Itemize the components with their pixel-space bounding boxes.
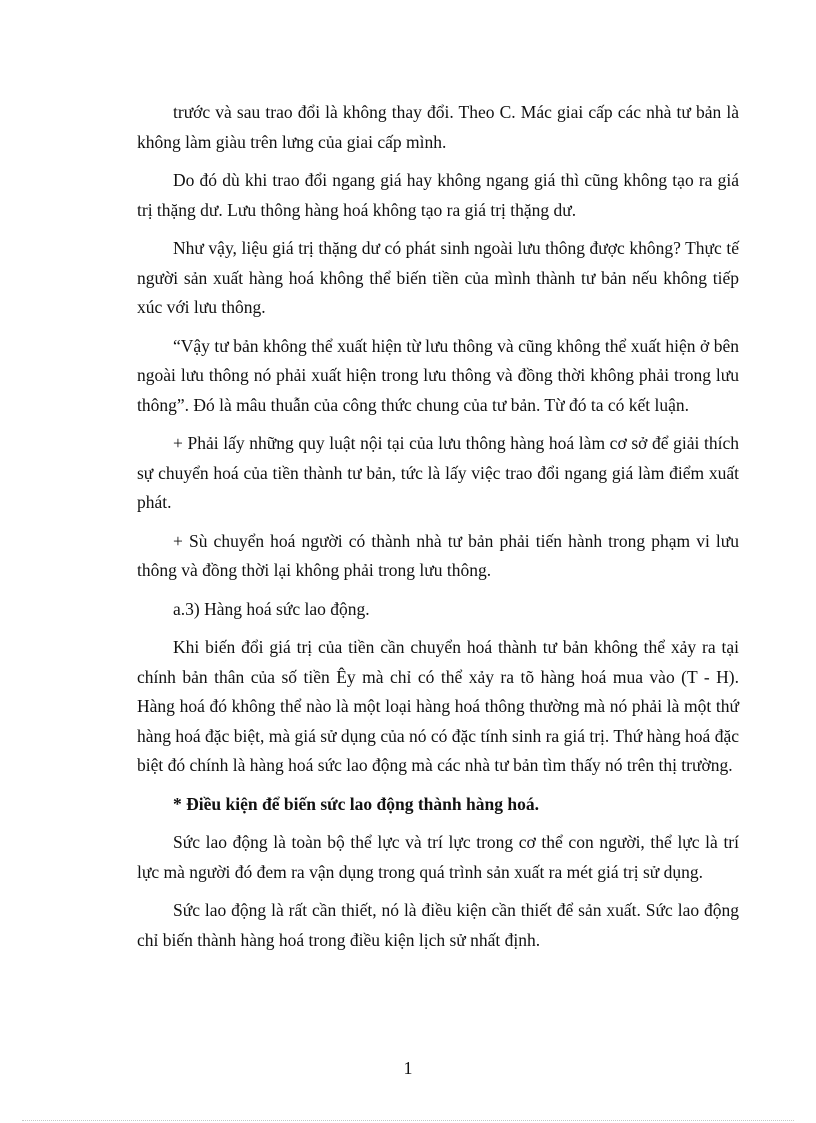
bold-heading-conditions: * Điều kiện để biến sức lao động thành hàng hoá. [173, 793, 539, 814]
paragraph-5: + Phải lấy những quy luật nội tại của lưu thông hàng hoá làm cơ sở để giải thích sự chuyển hoá của tiền thành tư bản, tức là lấy việc trao đổi ngang giá làm điểm xuất phát. [137, 433, 739, 512]
page-bottom-edge [22, 1120, 794, 1121]
page-body [137, 98, 739, 964]
section-heading-a3: a.3) Hàng hoá sức lao động. [173, 598, 370, 619]
paragraph-1: trước và sau trao đổi là không thay đổi. Theo C. Mác giai cấp các nhà tư bản là không làm giàu trên lưng của giai cấp mình. [137, 102, 739, 152]
paragraph-4: “Vậy tư bản không thể xuất hiện từ lưu thông và cũng không thể xuất hiện ở bên ngoài lưu thông nó phải xuất hiện trong lưu thông và đồng thời không phải trong lưu thông”. Đó là mâu thuẫn của công thức chung của tư bản. Từ đó ta có kết luận. [137, 335, 739, 415]
paragraph-3: Như vậy, liệu giá trị thặng dư có phát sinh ngoài lưu thông được không? Thực tế người sản xuất hàng hoá không thể biến tiền của mình thành tư bản nếu không tiếp xúc với lưu thông. [137, 238, 739, 317]
page-number: 1 [403, 1058, 413, 1078]
paragraph-9: Sức lao động là rất cần thiết, nó là điều kiện cần thiết để sản xuất. Sức lao động chỉ biến thành hàng hoá trong điều kiện lịch sử nhất định. [137, 900, 739, 950]
paragraph-2: Do đó dù khi trao đổi ngang giá hay không ngang giá thì cũng không tạo ra giá trị thặng dư. Lưu thông hàng hoá không tạo ra giá trị thặng dư. [137, 170, 739, 220]
paragraph-6: + Sù chuyển hoá người có thành nhà tư bản phải tiến hành trong phạm vi lưu thông và đồng thời lại không phải trong lưu thông. [137, 530, 739, 580]
paragraph-7: Khi biến đổi giá trị của tiền cần chuyển hoá thành tư bản không thể xảy ra tại chính bản thân của số tiền Êy mà chỉ có thể xảy ra tõ hàng hoá mua vào (T - H). Hàng hoá đó không thể nào là một loại hàng hoá thông thường mà nó phải là một thứ hàng hoá đặc biệt, mà giá sử dụng của nó có đặc tính sinh ra giá trị. Thứ hàng hoá đặc biệt đó chính là hàng hoá sức lao động mà các nhà tư bản tìm thấy nó trên thị trường. [137, 637, 739, 775]
paragraph-8: Sức lao động là toàn bộ thể lực và trí lực trong cơ thể con người, thể lực là trí lực mà người đó đem ra vận dụng trong quá trình sản xuất ra mét giá trị sử dụng. [137, 832, 739, 882]
